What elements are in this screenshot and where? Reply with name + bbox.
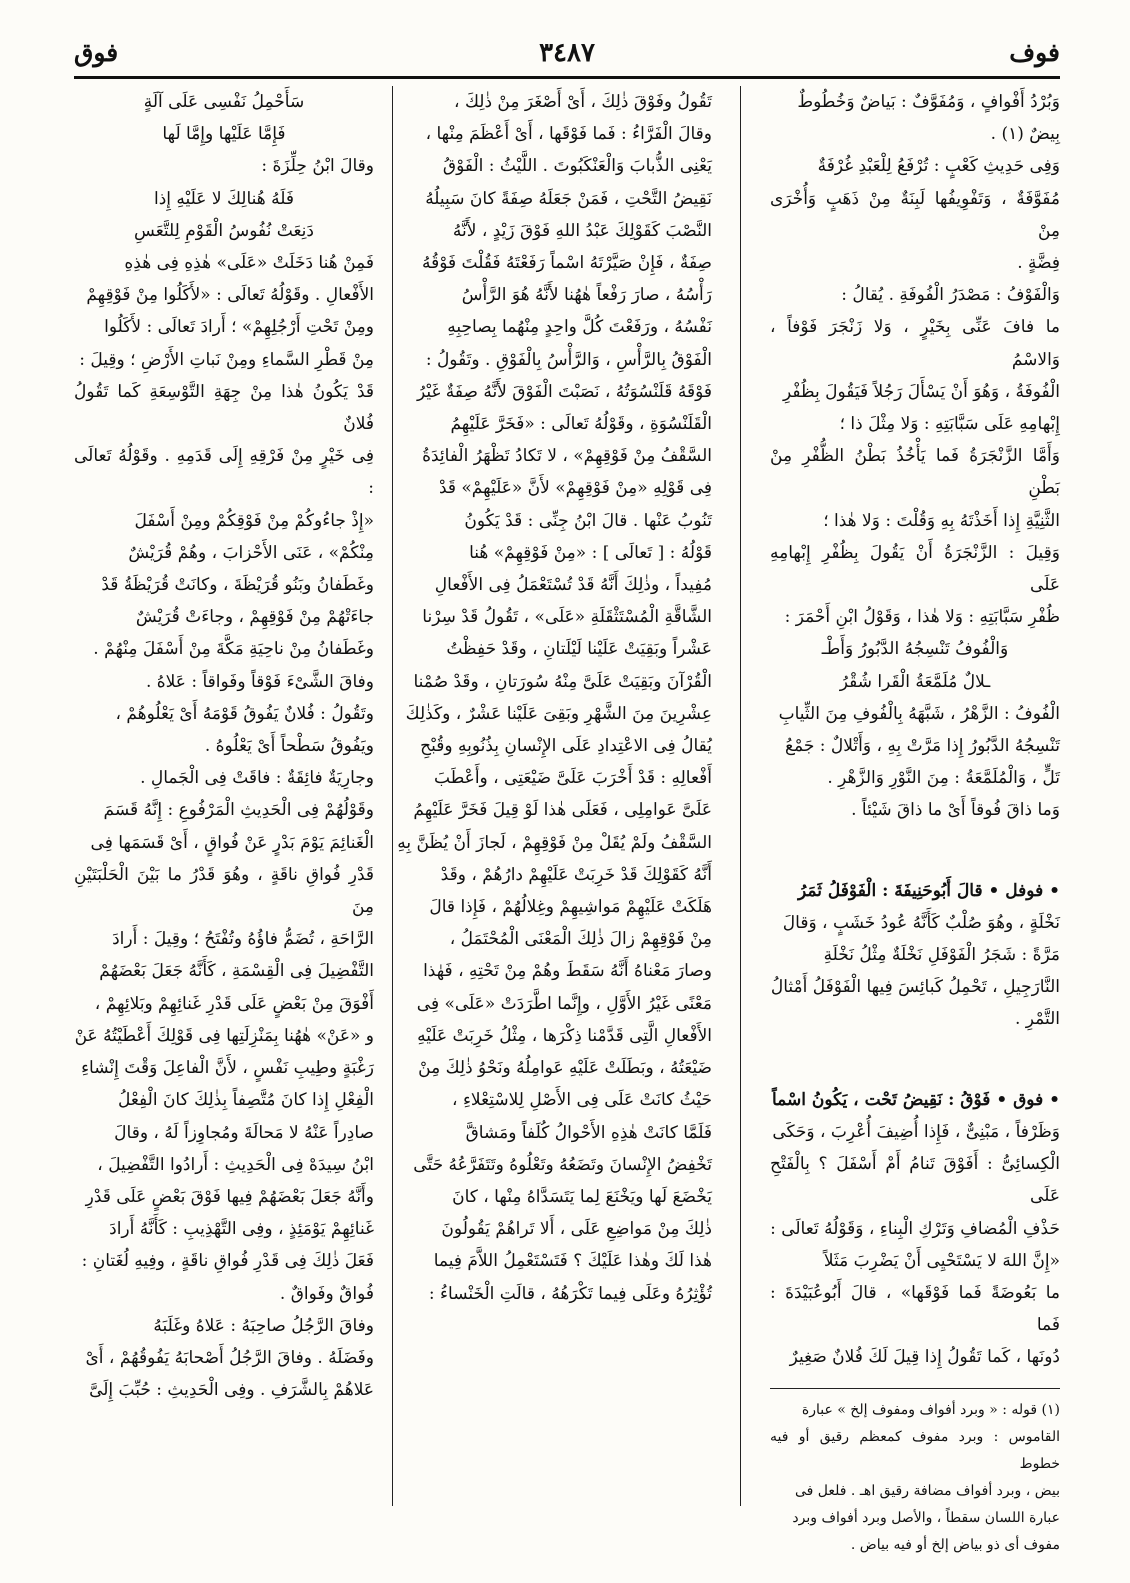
text-line: عِشْرِينَ مِنَ الشَّهْرِ وبَقِىَ عَلَيْنا عَشْرٌ ، وكَذٰلِكَ: [405, 703, 712, 724]
text-line: هٰذا لَكَ وهٰذا عَلَيْكَ ؟ فَتَسْتَعْمِلُ اللاَّمَ فِيما: [433, 1251, 712, 1272]
text-line: غَنائِهِمْ يَوْمَئِذٍ ، وفِى التَّهْذِيبِ : كَأَنَّهُ أَرادَ: [109, 1219, 374, 1240]
text-line: «إِنَّ اللهَ لا يَسْتَحْيِى أَنْ يَضْرِبَ مَثَلاً: [823, 1250, 1060, 1271]
footnote-line: (١) قوله : « وبرد أفواف ومفوف إلخ » عبارة: [801, 1401, 1060, 1418]
text-line: الْفُوفَةُ ، وَهُوَ أَنْ يَسْأَلَ رَجُلاً فَيَقُولَ بِظُفْرِ: [783, 381, 1060, 402]
text-line: فِضَّةٍ .: [1017, 253, 1060, 274]
text-line: الرَّاحَةِ ، تُضَمُّ فاؤُهُ وتُفْتَحُ ؛ وقِيلَ : أَرادَ: [112, 929, 374, 950]
text-line: وَفِى حَدِيثِ كَعْبٍ : تُرْفَعُ لِلْعَبْدِ غُرْفَةٌ: [817, 156, 1060, 177]
header-root-right: فوف: [1009, 38, 1060, 67]
text-line: ويَفُوقُ سَطْحاً أَىْ يَعْلُوهُ .: [204, 736, 374, 757]
text-line: وصارَ مَعْناهُ أَنَّهُ سَقَطَ وهُمْ مِنْ تَحْتِهِ ، فَهٰذا: [423, 961, 712, 982]
text-line: مِنْ قَطْرِ السَّماءِ ومِنْ نَباتِ الأَرْضِ ؛ وقِيلَ :: [79, 349, 374, 370]
text-line: نَفْسُهُ ، ورَفَعْتَ كُلَّ واحِدٍ مِنْهُما بِصاحِبِهِ: [447, 317, 712, 338]
text-line: بِيضٌ (١) .: [990, 124, 1060, 145]
verse-line: دَنِعَتْ نُفُوسُ الْقَوْمِ لِلتَّعَسِ: [134, 220, 314, 241]
text-line: نَقِيضُ التَّحْتِ ، فَمَنْ جَعَلَهُ صِفَةً كانَ سَبِيلُهُ: [425, 188, 712, 209]
text-line: حَيْثُ كانَتْ عَلَى فِى الأَصْلِ لِلاسْتِعْلاءِ ،: [452, 1090, 712, 1111]
text-line: الشَّاقَّةِ الْمُسْتَثْقَلَةِ «عَلَى» ، تَقُولُ قَدْ سِرْنا: [422, 607, 712, 628]
text-line: وفاقَ الرَّجُلُ صاحِبَهُ : عَلاهُ وغَلَبَهُ: [153, 1315, 374, 1336]
verse-line: سَأَحْمِلُ نَفْسِى عَلَى آلَةٍ: [143, 92, 305, 112]
text-line: وغَطَفانُ وبَنُو قُرَيْظَةَ ، وكانَتْ قُرَيْظَةُ قَدْ: [101, 575, 374, 596]
text-line: وقَوْلُهُمْ فِى الْحَدِيثِ الْمَرْفُوعِ : إِنَّهُ قَسَمَ: [103, 800, 374, 821]
text-line: دُونَها ، كَما تَقُولُ إِذا قِيلَ لَكَ فُلانٌ صَغِيرٌ: [789, 1347, 1060, 1368]
footnote-line: مفوف أى ذو بياض إلخ أو فيه بياض .: [850, 1536, 1060, 1553]
text-line: التَّمْرِ .: [1014, 1009, 1060, 1030]
text-line: الْغَنائِمَ يَوْمَ بَدْرٍ عَنْ فُواقٍ ، أَىْ قَسَمَها فِى: [90, 832, 374, 853]
verse-line: ـلالٌ مُلَمَّعَةُ الْقَرا شُقْرُ: [839, 671, 991, 692]
text-line: وفَضَلَهُ . وفاقَ الرَّجُلُ أَصْحابَهُ يَفُوقُهُمْ ، أَىْ: [85, 1347, 374, 1368]
text-line: نَخْلَةٍ ، وهُوَ صُلْبٌ كَأَنَّهُ عُودُ خَشَبٍ ، وَقالَ: [782, 912, 1060, 933]
text-line: قَدْرِ فُواقِ ناقَةٍ ، وهُوَ قَدْرُ ما بَيْنَ الْحَلْبَتَيْنِ مِنَ: [74, 864, 374, 918]
verse-line: فَلَهُ هُنالِكَ لا عَلَيْهِ إِذا: [154, 188, 294, 209]
text-line: صِفَةٌ ، فَإِنْ صَيَّرْتَهُ اسْماً رَفَعْتَهُ فَقُلْتَ فَوْقُهُ: [422, 253, 712, 274]
footnote-rule: [770, 1388, 1060, 1389]
text-line: الْقَلَنْسُوَةِ ، وقَوْلُهُ تَعالَى : «فَخَرَّ عَلَيْهِمُ: [450, 414, 712, 435]
text-line: فِى قَوْلِهِ «مِنْ فَوْقِهِمْ» لأَنَّ «عَلَيْهِمْ» قَدْ: [438, 478, 712, 499]
text-line: أَفْوَقَ مِنْ بَعْضٍ عَلَى قَدْرِ غَنائِهِمْ وبَلائِهِمْ ،: [94, 993, 374, 1014]
text-line: وقالَ الْفَرَّاءُ : فَما فَوْقَها ، أَىْ أَعْظَمَ مِنْها ،: [425, 124, 712, 145]
entry-headword-line: • فوق • فَوْقُ : نَقِيضُ تَحْت ، يَكُونُ اسْماً: [771, 1089, 1060, 1110]
text-line: فِى خَيْرٍ مِنْ فَرْقِهِ إِلَى قَدَمِهِ . وقَوْلُهُ تَعالَى :: [74, 446, 374, 499]
text-line: أَنَّهُ كَقَوْلِكَ قَدْ خَرِبَتْ عَلَيْهِمْ دارُهُمْ ، وقَدْ: [440, 864, 712, 885]
header-root-left: فوق: [74, 38, 119, 67]
column-left: [74, 86, 374, 1406]
text-line: مُفَوَّفَةٌ ، وَتَفْوِيفُها لَبِنَةٌ مِنْ ذَهَبٍ وَأُخْرَى مِنْ: [770, 188, 1060, 241]
text-line: قَدْ يَكُونُ هٰذا مِنْ جِهَةِ التَّوْسِعَةِ كَما تَقُولُ فُلانٌ: [74, 381, 374, 435]
text-line: عَشْراً وبَقِيَتْ عَلَيْنا لَيْلَتانِ ، وقَدْ حَفِظْتُ: [446, 639, 712, 660]
text-line: وأَنَّهُ جَعَلَ بَعْضَهُمْ فِيها فَوْقَ بَعْضٍ عَلَى قَدْرِ: [85, 1186, 374, 1207]
column-divider-right: [740, 86, 741, 1506]
text-line: وَالْفَوْفُ : مَصْدَرُ الْفُوفَةِ . يُقالُ :: [841, 285, 1060, 306]
text-line: تَلٍّ ، وَالْمُلَمَّعَةُ : مِنَ النَّوْرِ وَالزَّهْرِ .: [827, 768, 1060, 789]
text-line: الْفُوفُ : الزَّهْرُ ، شَبَّهَهُ بِالْفُوفِ مِنَ الثِّيابِ: [778, 703, 1060, 724]
text-line: تُؤْثِرُهُ وعَلَى فِيما تَكْرَهُهُ ، قالَتِ الْخَنْساءُ :: [428, 1283, 712, 1304]
text-line: السَّقْفُ مِنْ فَوْقِهِمْ» ، لا تَكادُ تَظْهَرُ الْفائِدَةُ: [422, 446, 712, 467]
entry-headword-line: • فوفل • قالَ أَبُوحَنِيفَةَ : الْفَوْفَلُ ثَمَرُ: [798, 880, 1060, 901]
text-line: أَفْعالِهِ : قَدْ أَخْرَبَ عَلَىَّ ضَيْعَتِى ، وأَعْطَبَ: [434, 768, 712, 789]
entry-fawfal: [770, 875, 1060, 1036]
text-line: وجارِيَةٌ فائِقَةٌ : فاقَتْ فِى الْجَمالِ .: [140, 768, 374, 789]
column-right: [770, 86, 1060, 1559]
text-line: الْقُرْآنَ وبَقِيَتْ عَلَىَّ مِنْهُ سُورَتانِ ، وقَدْ صُمْنا: [413, 671, 712, 692]
text-line: عَلاهُمْ بِالشَّرَفِ . وفِى الْحَدِيثِ : حُبِّبَ إِلَىَّ: [89, 1380, 374, 1401]
text-line: إِبْهامِهِ عَلَى سَبَّابَتِهِ : وَلا مِثْلَ ذا ؛: [839, 414, 1060, 435]
text-line: الْكِسائِىُّ : أَفَوْقَ تَنامُ أَمْ أَسْفَلَ ؟ بِالْفَتْحِ عَلَى: [770, 1154, 1060, 1207]
text-line: وَقِيلَ : الزَّنْجَرَةُ أَنْ يَقُولَ بِظُفْرِ إِبْهامِهِ عَلَى: [770, 542, 1060, 596]
text-line: فَمِنْ هُنا دَخَلَتْ «عَلَى» هٰذِهِ فِى هٰذِهِ: [124, 253, 374, 274]
text-line: ضَيْعَتُهُ ، وبَطَلَتْ عَلَيْهِ عَوامِلُهُ ونَحْوُ ذٰلِكَ مِنْ: [418, 1058, 712, 1079]
text-line: ما بَعُوضَةً فَما فَوْقَها» ، قالَ أَبُوعُبَيْدَةَ : فَما: [770, 1282, 1060, 1336]
column-middle: [390, 86, 712, 1310]
footnote-line: بيض ، وبرد أفواف مضافة رقيق اهـ . فلعل فى: [794, 1482, 1060, 1499]
header-rule: [74, 76, 1060, 79]
text-line: وَما ذاقَ فُوقاً أَىْ ما ذاقَ شَيْئاً .: [851, 800, 1060, 821]
text-line: مَرَّةً : شَجَرُ الْفَوْفَلِ نَخْلَةٌ مِثْلُ نَخْلَةِ: [823, 945, 1060, 966]
text-line: مِنْ فَوْقِهِمْ زالَ ذٰلِكَ الْمَعْنَى الْمُحْتَمَلُ ،: [449, 929, 712, 950]
text-line: تَخْفِضُ الإِنْسانَ وتَضَعُهُ وتَعْلُوهُ وتَتَفَرَّعُهُ حَتَّى: [413, 1154, 712, 1175]
text-line: فَلَمَّا كانَتْ هٰذِهِ الأَحْوالُ كُلَفاً ومَشاقَّ: [465, 1122, 712, 1143]
text-line: عَلَىَّ عَوامِلِى ، فَعَلَى هٰذا لَوْ قِيلَ فَخَرَّ عَلَيْهِمُ: [413, 800, 712, 821]
text-line: يَعْنِى الذُّبابَ وَالْعَنْكَبُوتَ . اللَّيْثُ : الْفَوْقُ: [442, 156, 712, 177]
text-line: وقالَ ابْنُ حِلِّزَةَ :: [261, 156, 374, 177]
text-line: وفاقَ الشَّىْءَ فَوْقاً وفَواقاً : عَلاهُ .: [145, 671, 374, 692]
text-line: وغَطَفانُ مِنْ ناحِيَةِ مَكَّةَ مِنْ أَسْفَلَ مِنْهُمْ .: [93, 639, 374, 660]
entry-fawf: [770, 86, 1060, 827]
text-line: و «عَنْ» هٰهُنا بِمَنْزِلَتِها فِى قَوْلِكَ أَعْطَيْتُهُ عَنْ: [74, 1025, 374, 1046]
text-line: وَظَرْفاً ، مَبْنِىٌّ ، فَإِذا أُضِيفَ أُعْرِبَ ، وَحَكَى: [772, 1121, 1060, 1142]
text-line: ذٰلِكَ مِنْ مَواضِعِ عَلَى ، أَلا تَراهُمْ يَقُولُونَ: [441, 1219, 712, 1240]
text-line: صادِراً عَنْهُ لا مَحالَةَ ومُجاوِزاً لَهُ ، وقالَ: [114, 1122, 374, 1143]
text-line: يُقالُ فِى الاعْتِدادِ عَلَى الإِنْسانِ بِذُنُوبِهِ وقُبْحِ: [420, 736, 712, 757]
text-line: تَنْسِجُهُ الدَّبُورُ إِذا مَرَّتْ بِهِ ، وَأَتْلالٌ : جَمْعُ: [784, 736, 1060, 757]
text-line: مِنْكُمْ» ، عَنَى الأَحْزابَ ، وهُمْ قُرَيْشٌ: [128, 542, 374, 563]
page-header: [74, 38, 1060, 74]
page-number: ٣٤٨٧: [539, 38, 595, 68]
text-line: الأَفْعالِ الَّتِى قَدَّمْنا ذِكْرَها ، مِثْلُ خَرِبَتْ عَلَيْهِ: [417, 1025, 712, 1046]
text-line: جاءَتْهُمْ مِنْ فَوْقِهِمْ ، وجاءَتْ قُرَيْشٌ: [135, 607, 374, 628]
footnote: [770, 1397, 1060, 1559]
text-line: الْفِعْلِ إِذا كانَ مُتَّصِفاً بِذٰلِكَ كانَ الْفِعْلُ: [117, 1090, 374, 1111]
text-line: وتَقُولُ : فُلانٌ يَفُوقُ قَوْمَهُ أَىْ يَعْلُوهُمْ ،: [115, 703, 374, 724]
text-line: تَنُوبُ عَنْها . قالَ ابْنُ جِنِّى : قَدْ يَكُونُ: [464, 510, 712, 531]
text-line: وَبُرْدُ أَفْوافٍ ، وَمُفَوَّفٌ : بَياضٌ وَخُطُوطٌ: [797, 92, 1060, 112]
verse-line: فَإِمَّا عَلَيْها وإِمَّا لَها: [162, 124, 286, 145]
text-line: رَأْسُهُ ، صارَ رَفْعاً هٰهُنا لأَنَّهُ هُوَ الرَّأْسُ: [461, 285, 712, 306]
text-line: ومِنْ تَحْتِ أَرْجُلِهِمْ» ؛ أَرادَ تَعالَى : لأَكَلُوا: [104, 317, 374, 338]
text-line: مُفِيداً ، وذٰلِكَ أَنَّهُ قَدْ تُسْتَعْمَلُ فِى الأَفْعالِ: [434, 575, 712, 596]
text-line: النَّارَجِيلِ ، تَحْمِلُ كَبائِسَ فِيها الْفَوْفَلُ أَمْثالُ: [770, 977, 1060, 998]
text-line: وَأَمَّا الزَّنْجَرَةُ فَما يَأْخُذُ بَطْنُ الظُّفْرِ مِنْ بَطْنِ: [770, 446, 1060, 499]
text-line: الثَّنِيَّةِ إِذا أَخَذْتَهُ بِهِ وَقُلْتَ : وَلا هٰذا ؛: [823, 510, 1060, 531]
text-line: الْفَوْقُ بِالرَّأْسِ ، وَالرَّأْسُ بِالْفَوْقِ . وتَقُولُ :: [425, 349, 712, 370]
text-line: فُواقٌ وفَواقٌ .: [279, 1283, 374, 1304]
text-line: ابْنُ سِيدَهْ فِى الْحَدِيثِ : أَرادُوا التَّفْضِيلَ ،: [97, 1154, 374, 1175]
text-line: يَخْضَعَ لَها ويَخْنَعَ لِما يَتَسَدَّاهُ مِنْها ، كانَ: [452, 1186, 712, 1207]
text-line: رَغْبَةٍ وطِيبِ نَفْسٍ ، لأَنَّ الْفاعِلَ وَقْتَ إِنْشاءِ: [81, 1058, 374, 1079]
text-line: قَوْلُهُ : [ تَعالَى ] : «مِنْ فَوْقِهِمْ» هُنا: [469, 542, 712, 563]
text-line: ما فافَ عَنِّى بِخَيْرٍ ، وَلا زَنْجَرَ فَوْفاً ، وَالاسْمُ: [770, 317, 1060, 370]
text-line: السَّقْفُ ولَمْ يُقَلْ مِنْ فَوْقِهِمْ ، لَجازَ أَنْ يُظَنَّ بِهِ: [397, 832, 712, 853]
entry-fawq: [770, 1084, 1060, 1374]
text-line: التَّفْضِيلَ فِى الْقِسْمَةِ ، كَأَنَّهُ جَعَلَ بَعْضَهُمْ: [99, 961, 374, 982]
text-line: حَذْفِ الْمُضافِ وَتَرْكِ الْبِناءِ ، وَقَوْلُهُ تَعالَى :: [770, 1218, 1060, 1239]
footnote-line: القاموس : وبرد مفوف كمعظم رقيق أو فيه خطوط: [770, 1428, 1060, 1472]
text-line: مَعْنًى غَيْرُ الأَوَّلِ ، وإِنَّما اطَّرَدَتْ «عَلَى» فِى: [416, 993, 712, 1014]
text-line: فَوْقَهُ قَلَنْسُوَتُهُ ، نَصَبْتَ الْفَوْقَ لأَنَّهُ صِفَةٌ غَيْرُ: [416, 381, 712, 402]
text-line: النَّصْبَ كَقَوْلِكَ عَبْدُ اللهِ فَوْقَ زَيْدٍ ، لأَنَّهُ: [452, 220, 712, 241]
text-line: فَعَلَ ذٰلِكَ فِى قَدْرِ فُواقِ ناقَةٍ ، وفِيهِ لُغَتانِ :: [81, 1251, 374, 1272]
text-line: الأَفْعالِ . وقَوْلُهُ تَعالَى : «لأَكَلُوا مِنْ فَوْقِهِمْ: [86, 285, 374, 306]
text-line: تَقُولُ وفَوْقَ ذٰلِكَ ، أَىْ أَصْغَرَ مِنْ ذٰلِكَ ،: [454, 92, 712, 112]
text-line: «إِذْ جاءُوكُمْ مِنْ فَوْقِكُمْ ومِنْ أَسْفَلَ: [134, 510, 374, 531]
footnote-line: عبارة اللسان سقطاً ، والأصل وبرد أفواف وبرد: [792, 1509, 1060, 1526]
verse-line: وَالْفُوفُ تَنْسِجُهُ الدَّبُورُ وَأَطْـ: [821, 639, 1009, 660]
text-line: هَلَكَتْ عَلَيْهِمْ مَواشِيهِمْ وغِلالُهُمْ ، فَإِذا قالَ: [429, 897, 712, 918]
text-line: ظُفْرِ سَبَّابَتِهِ : وَلا هٰذا ، وَقَوْلُ ابْنِ أَحْمَرَ :: [784, 607, 1060, 628]
